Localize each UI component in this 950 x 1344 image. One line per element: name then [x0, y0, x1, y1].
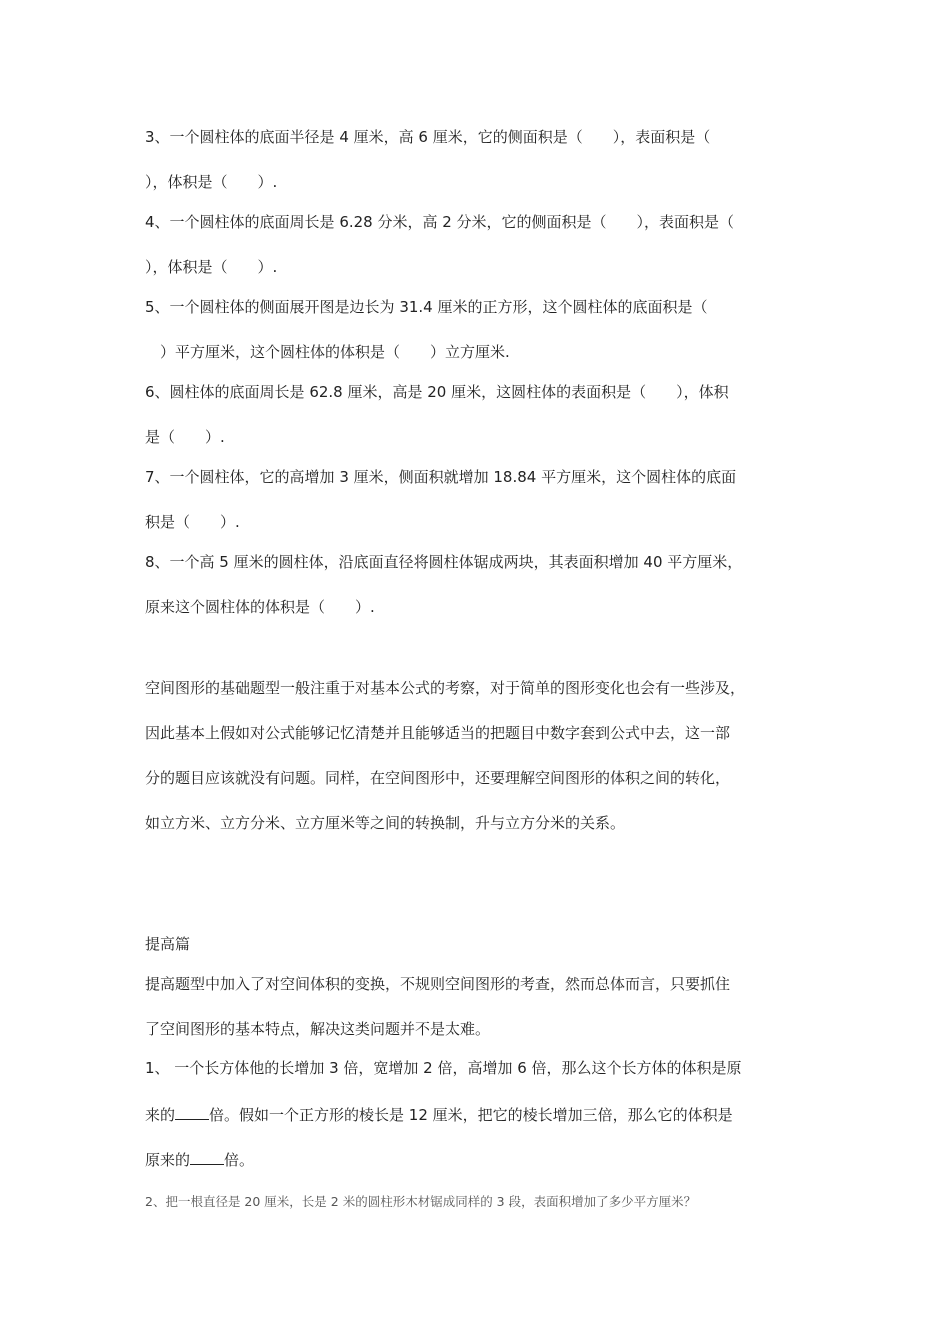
commentary-line-2: 因此基本上假如对公式能够记忆清楚并且能够适当的把题目中数字套到公式中去，这一部 [145, 724, 731, 742]
question-5-line-2: ）平方厘米，这个圆柱体的体积是（ ）立方厘米. [145, 343, 510, 361]
question-6-line-1: 6、圆柱体的底面周长是 62.8 厘米，高是 20 厘米，这圆柱体的表面积是（ ），体积 [145, 383, 729, 401]
advanced-question-2: 2、把一根直径是 20 厘米，长是 2 米的圆柱形木材锯成同样的 3 段，表面积增加了多少平方厘米？ [145, 1194, 697, 1209]
question-7-line-1: 7、一个圆柱体，它的高增加 3 厘米，侧面积就增加 18.84 平方厘米，这个圆柱体的底面 [145, 468, 737, 486]
section-heading-advanced: 提高篇 [145, 935, 191, 953]
question-1-line-3-prefix: 原来的 [145, 1151, 191, 1169]
question-5-line-1: 5、一个圆柱体的侧面展开图是边长为 31.4 厘米的正方形，这个圆柱体的底面积是（ [145, 298, 708, 316]
question-8-line-1: 8、一个高 5 厘米的圆柱体，沿底面直径将圆柱体锯成两块，其表面积增加 40 平方厘米， [145, 553, 743, 571]
question-1-line-2-prefix: 来的 [145, 1106, 176, 1124]
question-7-line-2: 积是（ ）. [145, 513, 240, 531]
advanced-question-1-line-1: 1、 一个长方体他的长增加 3 倍，宽增加 2 倍，高增加 6 倍，那么这个长方体的体积是原 [145, 1059, 742, 1077]
question-4-line-2: ），体积是（ ）. [145, 258, 278, 276]
answer-blank-1 [175, 1103, 209, 1120]
question-3-line-1: 3、一个圆柱体的底面半径是 4 厘米，高 6 厘米，它的侧面积是（ ），表面积是（ [145, 128, 711, 146]
commentary-line-3: 分的题目应该就没有问题。同样，在空间图形中，还要理解空间图形的体积之间的转化， [145, 769, 731, 787]
commentary-line-4: 如立方米、立方分米、立方厘米等之间的转换制，升与立方分米的关系。 [145, 814, 626, 832]
question-6-line-2: 是（ ）. [145, 428, 225, 446]
advanced-intro-line-1: 提高题型中加入了对空间体积的变换，不规则空间图形的考查，然而总体而言，只要抓住 [145, 975, 731, 993]
question-1-line-2-suffix: 倍。假如一个正方形的棱长是 12 厘米，把它的棱长增加三倍，那么它的体积是 [209, 1106, 733, 1124]
question-8-line-2: 原来这个圆柱体的体积是（ ）. [145, 598, 375, 616]
advanced-question-1-line-3 [145, 1148, 254, 1170]
advanced-intro-line-2: 了空间图形的基本特点，解决这类问题并不是太难。 [145, 1020, 491, 1038]
advanced-question-1-line-2 [145, 1103, 733, 1125]
question-1-line-3-suffix: 倍。 [224, 1151, 255, 1169]
question-4-line-1: 4、一个圆柱体的底面周长是 6.28 分米，高 2 分米，它的侧面积是（ ），表面积是（ [145, 213, 735, 231]
question-3-line-2: ），体积是（ ）. [145, 173, 278, 191]
commentary-line-1: 空间图形的基础题型一般注重于对基本公式的考察，对于简单的图形变化也会有一些涉及， [145, 679, 746, 697]
answer-blank-2 [190, 1148, 224, 1165]
